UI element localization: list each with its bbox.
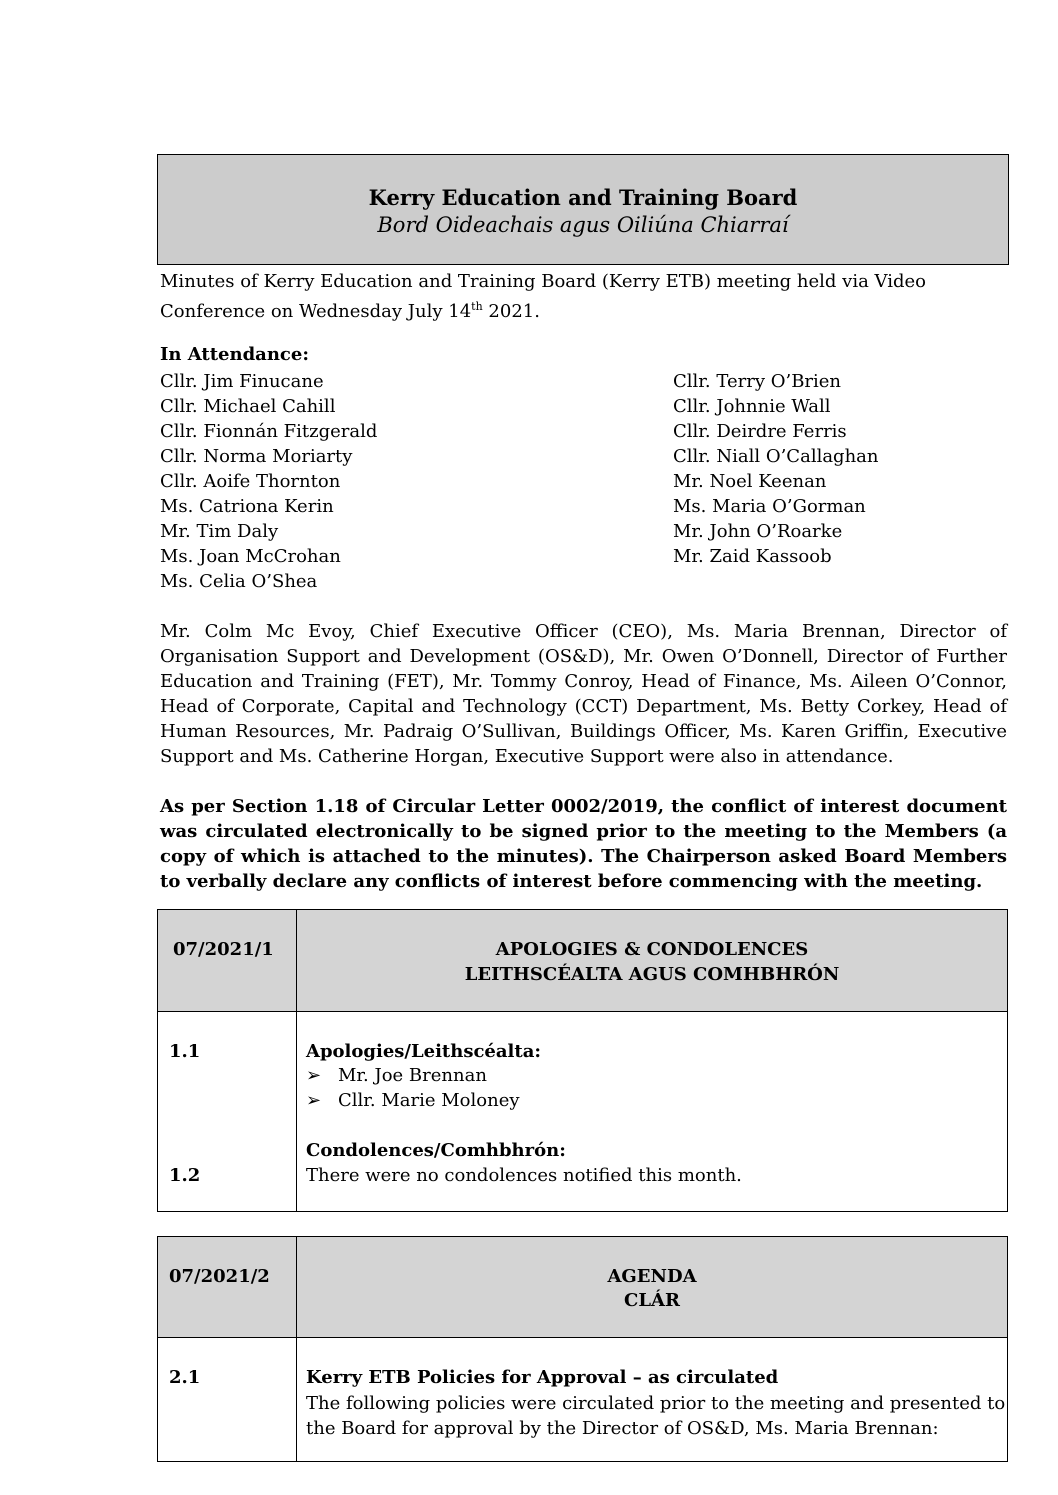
section-2-header-row (158, 1237, 1007, 1337)
section-1-table (157, 909, 1008, 1212)
section-1-content-row (158, 1011, 1007, 1211)
section-title-cell (297, 910, 1007, 1011)
intro-paragraph (160, 269, 1020, 324)
condolences-heading: Condolences/Comhbhrón: (306, 1140, 566, 1161)
section-number: 07/2021/1 (173, 939, 274, 960)
intro-line-1: Minutes of Kerry Education and Training Board (Kerry ETB) meeting held via Video (160, 271, 926, 292)
attendee: Ms. Catriona Kerin (160, 496, 334, 517)
item-number-cell (158, 1338, 297, 1462)
section-number-cell (158, 1237, 297, 1337)
attendee: Cllr. Deirdre Ferris (673, 421, 847, 442)
attendance-list-right (673, 369, 879, 569)
board-title-irish: Bord Oideachais agus Oiliúna Chiarraí (377, 213, 789, 237)
item-content-cell (297, 1338, 1007, 1462)
date-ordinal: th (471, 300, 483, 313)
attendance-list-left (160, 369, 377, 594)
section-number-cell (158, 910, 297, 1011)
attendee: Cllr. Norma Moriarty (160, 446, 353, 467)
section-title: APOLOGIES & CONDOLENCES (495, 939, 809, 960)
item-content-cell (297, 1012, 1007, 1211)
attendee: Ms. Joan McCrohan (160, 546, 341, 567)
item-number: 1.1 (169, 1041, 201, 1062)
attendee: Ms. Celia O’Shea (160, 571, 318, 592)
arrow-bullet-icon: ➢ (306, 1065, 322, 1086)
intro-date-text: Conference on Wednesday July 14 (160, 301, 472, 322)
conflict-of-interest-paragraph: As per Section 1.18 of Circular Letter 0002/2019, the conflict of interest document was circulated electronically to be signed prior to the meeting to the Members (a copy of which is attached to the minutes). The Chairperson asked Board Members to verbally declare any conflicts of interest before commencing with the meeting. (160, 796, 1007, 892)
intro-year: 2021. (482, 301, 540, 322)
arrow-bullet-icon: ➢ (306, 1090, 322, 1111)
apology-name: Cllr. Marie Moloney (338, 1090, 520, 1111)
attendee: Mr. Tim Daly (160, 521, 279, 542)
staff-in-attendance-paragraph: Mr. Colm Mc Evoy, Chief Executive Officer (CEO), Ms. Maria Brennan, Director of Organisation Support and Development (OS&D), Mr. Owen O’Donnell, Director of Further Education and Training (FET), Mr. Tommy Conroy, Head of Finance, Ms. Aileen O’Connor, Head of Corporate, Capital and Technology (CCT) Department, Ms. Betty Corkey, Head of Human Resources, Mr. Padraig O’Sullivan, Buildings Officer, Ms. Karen Griffin, Executive Support and Ms. Catherine Horgan, Executive Support were also in attendance. (160, 621, 1007, 767)
attendee: Cllr. Fionnán Fitzgerald (160, 421, 378, 442)
item-number-cell (158, 1012, 297, 1211)
section-title-irish: LEITHSCÉALTA AGUS COMHBHRÓN (464, 964, 840, 985)
condolences-text: There were no condolences notified this month. (306, 1165, 742, 1186)
policies-text: The following policies were circulated prior to the meeting and presented to the Board for approval by the Director of OS&D, Ms. Maria Brennan: (306, 1393, 1006, 1439)
attendee: Mr. John O’Roarke (673, 521, 843, 542)
apologies-heading: Apologies/Leithscéalta: (306, 1041, 542, 1062)
section-number: 07/2021/2 (169, 1266, 270, 1287)
policies-heading: Kerry ETB Policies for Approval – as circulated (306, 1367, 779, 1388)
document-header (157, 154, 1009, 265)
apology-name: Mr. Joe Brennan (338, 1065, 487, 1086)
attendee: Cllr. Jim Finucane (160, 371, 324, 392)
section-2-table (157, 1236, 1008, 1462)
section-title: AGENDA (607, 1266, 697, 1287)
board-title: Kerry Education and Training Board (368, 185, 798, 210)
attendee: Cllr. Johnnie Wall (673, 396, 831, 417)
attendee: Cllr. Aoife Thornton (160, 471, 341, 492)
item-number: 1.2 (169, 1165, 201, 1186)
section-title-cell (297, 1237, 1007, 1337)
intro-line-2 (160, 294, 1020, 324)
attendee: Mr. Zaid Kassoob (673, 546, 832, 567)
section-2-content-row (158, 1337, 1007, 1462)
attendee: Mr. Noel Keenan (673, 471, 827, 492)
attendee: Cllr. Niall O’Callaghan (673, 446, 879, 467)
attendee: Cllr. Michael Cahill (160, 396, 336, 417)
item-number: 2.1 (169, 1367, 201, 1388)
attendee: Ms. Maria O’Gorman (673, 496, 866, 517)
attendee: Cllr. Terry O’Brien (673, 371, 842, 392)
list-item (306, 1090, 520, 1111)
section-title-irish: CLÁR (624, 1290, 680, 1311)
attendance-heading: In Attendance: (160, 344, 309, 365)
section-1-header-row (158, 910, 1007, 1011)
list-item (306, 1065, 487, 1086)
